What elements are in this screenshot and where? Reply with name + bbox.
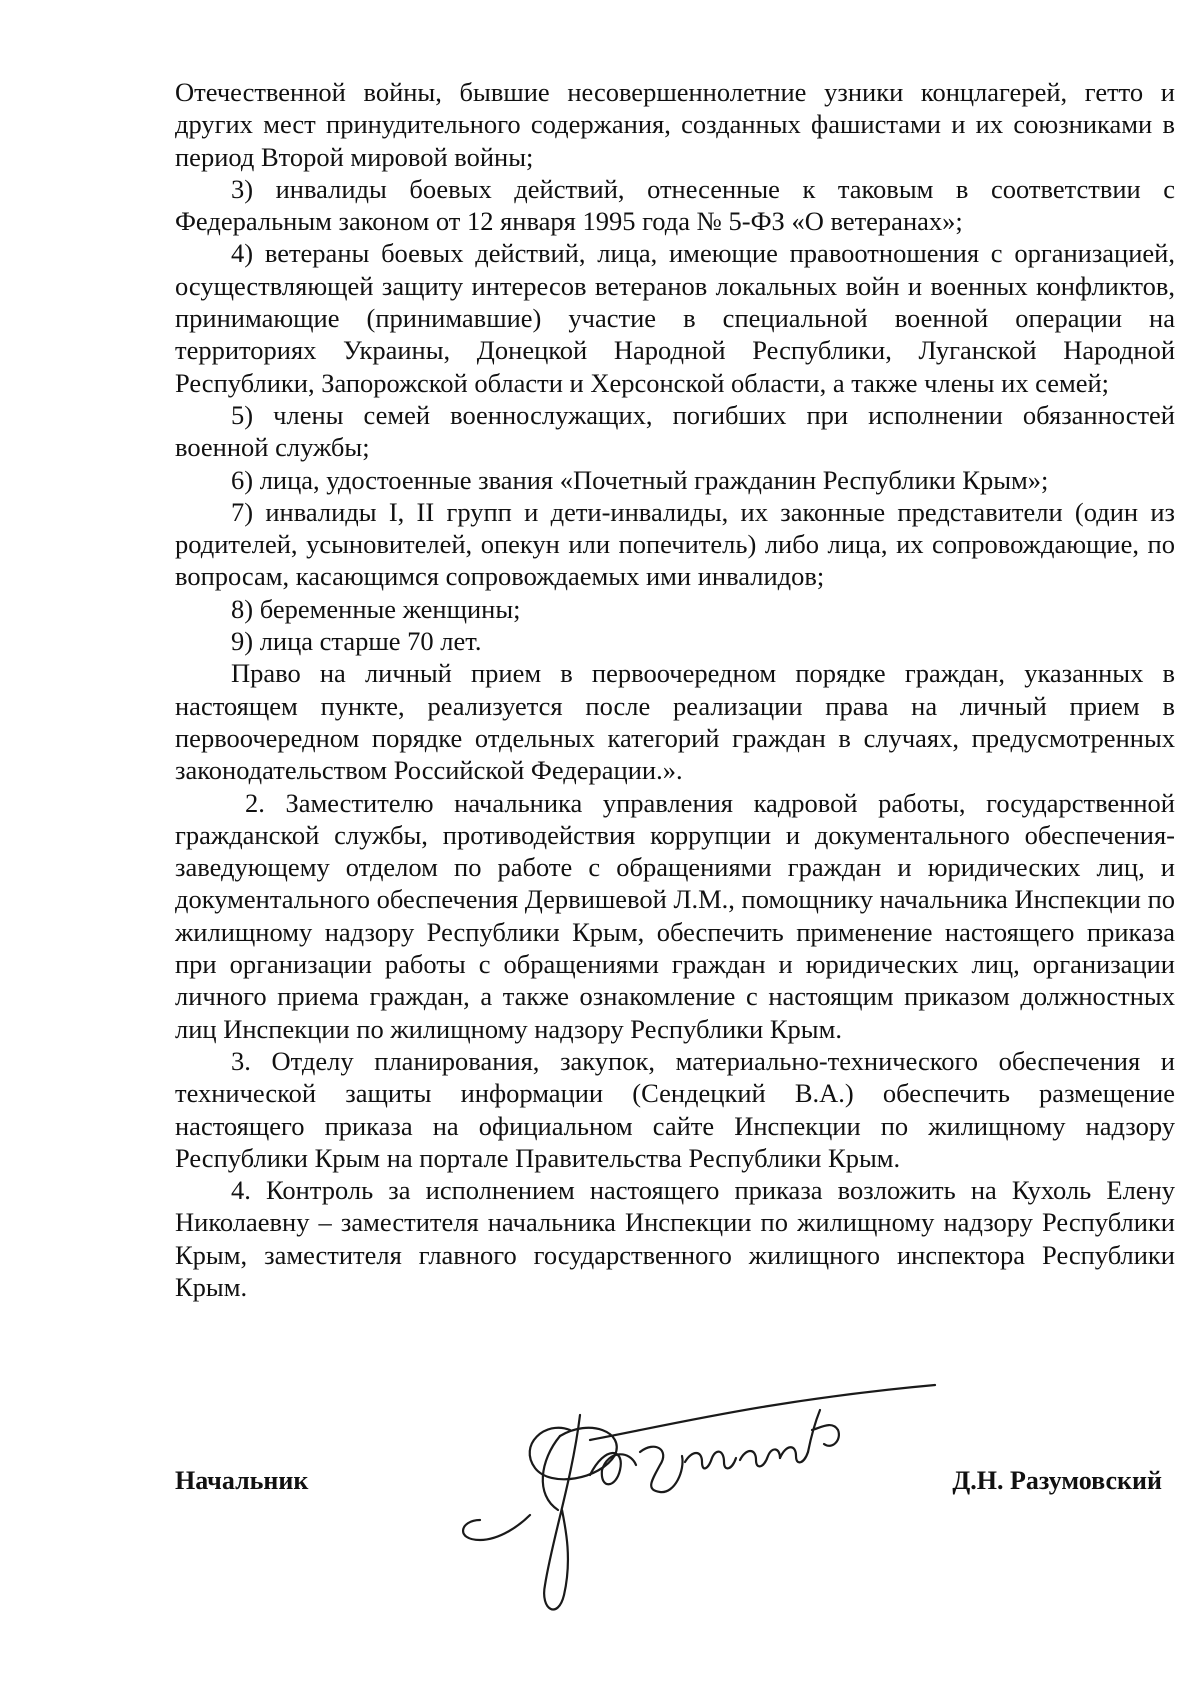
clause-3: 3. Отделу планирования, закупок, материально-технического обеспечения и технической защиты информации (Сендецкий В.А.) обеспечить размещение настоящего приказа на официальном сайте Инспекции по жилищному надзору Республики Крым на портале Правительства Республики Крым.: [175, 1045, 1175, 1173]
priority-right-paragraph: Право на личный прием в первоочередном порядке граждан, указанных в настоящем пункте, реализуется после реализации права на личный прием в первоочередном порядке отдельных категорий граждан в случаях, предусмотренных законодательством Российской Федерации.».: [175, 658, 1175, 786]
document-body: [175, 76, 1175, 1303]
list-item-3: 3) инвалиды боевых действий, отнесенные к таковым в соответствии с Федеральным законом от 12 января 1995 года № 5-ФЗ «О ветеранах»;: [175, 173, 1175, 237]
clause-2: 2. Заместителю начальника управления кадровой работы, государственной гражданской службы, противодействия коррупции и документального обеспечения-заведующему отделом по работе с обращениями граждан и юридических лиц, и документального обеспечения Дервишевой Л.М., помощнику начальника Инспекции по жилищному надзору Республики Крым, обеспечить применение настоящего приказа при организации работы с обращениями граждан и юридических лиц, организации личного приема граждан, а также ознакомление с настоящим приказом должностных лиц Инспекции по жилищному надзору Республики Крым.: [175, 787, 1175, 1044]
list-item-8: 8) беременные женщины;: [231, 593, 521, 624]
clause-4: 4. Контроль за исполнением настоящего приказа возложить на Кухоль Елену Николаевну – заместителя начальника Инспекции по жилищному надзору Республики Крым, заместителя главного государственного жилищного инспектора Республики Крым.: [175, 1175, 1175, 1302]
list-item-4: 4) ветераны боевых действий, лица, имеющие правоотношения с организацией, осуществляющей защиту интересов ветеранов локальных войн и военных конфликтов, принимающие (принимавшие) участие в специальной военной операции на территориях Украины, Донецкой Народной Республики, Луганской Народной Республики, Запорожской области и Херсонской области, а также члены их семей;: [175, 238, 1175, 398]
signatory-name: Д.Н. Разумовский: [952, 1466, 1162, 1495]
handwritten-signature: [440, 1370, 960, 1630]
list-item-7: 7) инвалиды I, II групп и дети-инвалиды, их законные представители (один из родителей, усыновителей, опекун или попечитель) либо лица, их сопровождающие, по вопросам, касающимся сопровождаемых ими инвалидов;: [175, 496, 1175, 592]
list-item-6: 6) лица, удостоенные звания «Почетный гражданин Республики Крым»;: [231, 464, 1049, 495]
list-item-9: 9) лица старше 70 лет.: [231, 626, 482, 657]
paragraph-continuation: Отечественной войны, бывшие несовершеннолетние узники концлагерей, гетто и других мест принудительного содержания, созданных фашистами и их союзниками в период Второй мировой войны;: [175, 77, 1175, 172]
signatory-title: Начальник: [175, 1466, 309, 1495]
list-item-5: 5) члены семей военнослужащих, погибших при исполнении обязанностей военной службы;: [175, 399, 1175, 463]
